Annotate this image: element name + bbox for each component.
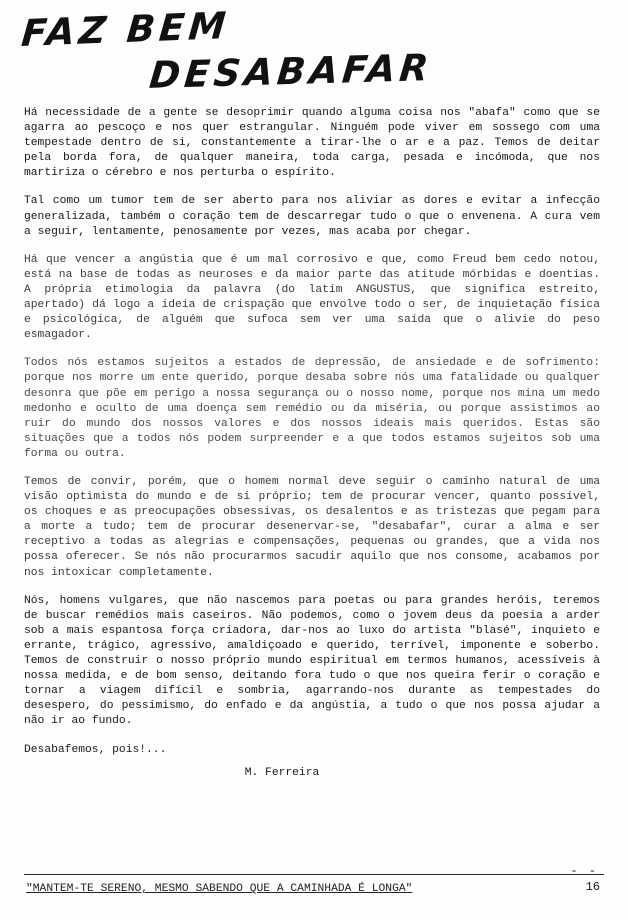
title-line-2: DESABAFAR (147, 46, 435, 97)
paragraph: Nós, homens vulgares, que não nascemos para poetas ou para grandes heróis, teremos de buscar remédios mais caseiros. Não podemos, como o jovem deus da poesia a arder sob a mais espantosa força criadora, dar-nos ao luxo do artista "blasé", inquieto e errante, trágico, agressivo, amaldiçoado e querido, terrível, imponente e soberbo. Temos de construir o nosso próprio mundo espiritual em termos humanos, acessíveis à nossa medida, e de bom senso, deitando fora tudo o que nos queira ferir o coração e tornar a viagem difícil e sombria, agarrando-nos durante as tempestades do desespero, do pessimismo, do enfado e da angústia, a tudo o que nos possa ajudar a não ir ao fundo. (24, 594, 607, 728)
document-title (0, 6, 628, 106)
page-number: 16 (585, 880, 600, 894)
paragraph: Todos nós estamos sujeitos a estados de depressão, de ansiedade e de sofrimento: porque nos morre um ente querido, porque desaba sobre nós uma fatalidade ou qualquer desonra que põe em perigo a nossa segurança ou o nosso nome, porque nos mina um medo medonho e oculto de uma doença sem remédio ou da miséria, ou porque assistimos ao ruir do mundo dos nossos valores e dos nossos ideais mais queridos. Estas são situações que a todos nós podem surpreender e a que todos estamos sujeitos sob uma forma ou outra. (24, 357, 607, 460)
signoff-text: Desabafemos, pois!... (24, 744, 167, 757)
footer-quote: "MANTEM-TE SERENO, MESMO SABENDO QUE A CAMINHADA É LONGA" (26, 883, 413, 895)
page-dash: - - (570, 864, 598, 878)
page-footer (0, 864, 628, 914)
footer-divider (24, 874, 604, 875)
paragraph: Temos de convir, porém, que o homem normal deve seguir o caminho natural de uma visão optimista do mundo e de si próprio; tem de procurar vencer, quanto possível, os choques e as preocupações obsessivas, os desalentos e as tristezas que pegam para a morte a tudo; tem de procurar desenervar-se, "desabafar", curar a alma e ser receptivo a todas as alegrias e compensações, pequenas ou grandes, que a vida nos possa oferecer. Se nós não procurarmos sacudir aquilo que nos consome, acabamos por nos intoxicar completamente. (24, 475, 607, 579)
paragraph: Há que vencer a angústia que é um mal corrosivo e que, como Freud bem cedo notou, está na base de todas as neuroses e da maior parte das atitude mórbidas e doentias. A própria etimologia da palavra (do latim ANGUSTUS, que significa estreito, apertado) dá logo a ideia de crispação que envolve todo o ser, de inquietação física e psicológica, de alguém que sufoca sem ver uma saída que o alivie do peso esmagador. (24, 253, 607, 342)
title-line-1: FAZ BEM (19, 4, 232, 55)
document-body (0, 106, 628, 779)
author-name: M. Ferreira (244, 766, 320, 779)
paragraph: Há necessidade de a gente se desoprimir quando alguma coisa nos "abafa" como que se agarra ao pescoço e nos quer estrangular. Ninguém pode viver em sossego com uma tempestade dentro de si, constantemente a tirar-lhe o ar e a paz. Temos de deitar pela borda fora, de qualquer maneira, toda carga, pesada e incómoda, que nos martiriza o cérebro e nos perturba o espírito. (24, 107, 607, 180)
paragraph: Tal como um tumor tem de ser aberto para nos aliviar as dores e evitar a infecção generalizada, também o coração tem de descarregar tudo o que o envenena. A cura vem a seguir, lentamente, penosamente por vezes, mas acaba por chegar. (24, 195, 607, 238)
